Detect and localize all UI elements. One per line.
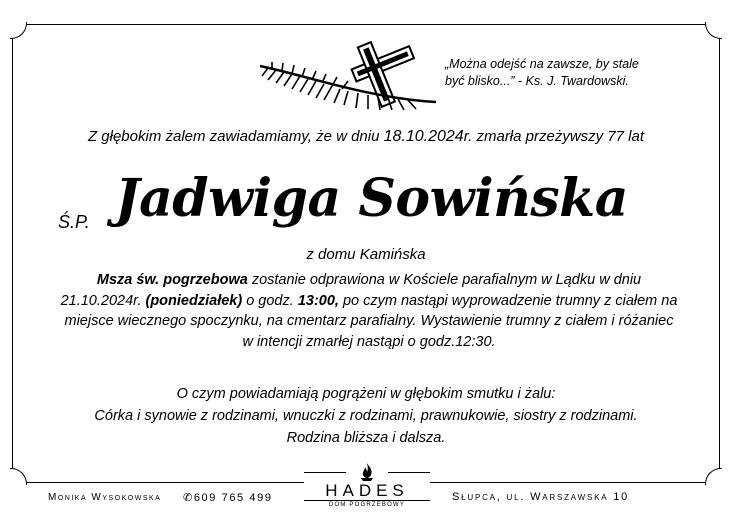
logo-line bbox=[304, 472, 346, 473]
logo-line bbox=[304, 500, 430, 501]
mourners bbox=[0, 383, 732, 449]
cross-with-palm-icon bbox=[258, 36, 440, 112]
intro-text: Z głębokim żalem zawiadamiamy, że w dniu bbox=[87, 128, 380, 145]
announcement-intro bbox=[0, 128, 732, 146]
hades-logo bbox=[304, 462, 430, 515]
quote bbox=[445, 56, 680, 90]
flame-icon bbox=[358, 462, 376, 482]
death-date: 18.10.2024 bbox=[383, 128, 464, 145]
deceased-name: Jadwiga Sowińska bbox=[115, 168, 628, 229]
mourners-intro: O czym powiadamiają pogrążeni w głębokim smutku i żalu: bbox=[176, 386, 556, 402]
author-name: Monika Wysokowska bbox=[48, 492, 162, 503]
mass-day: (poniedziałek) bbox=[145, 292, 243, 309]
logo-line bbox=[388, 472, 430, 473]
intro-age-text: r. zmarła przeżywszy 77 lat bbox=[463, 128, 645, 145]
mourners-relatives: Rodzina bliższa i dalsza. bbox=[286, 430, 446, 446]
mass-text: po czym nastąpi wyprowadzenie trumny z ciałem na miejsce wiecznego spoczynku, na cmentarz parafialny. Wystawienie trumny z ciałem i różaniec w intencji zmarłej nastąpi o godz.12:30. bbox=[64, 292, 678, 350]
address: Słupca, ul. Warszawska 10 bbox=[452, 491, 630, 503]
sp-prefix: Ś.P. bbox=[58, 212, 90, 232]
mass-label: Msza św. pogrzebowa bbox=[96, 272, 248, 288]
mass-text: o godz. bbox=[242, 292, 298, 309]
brand-subtitle: DOM POGRZEBOWY bbox=[328, 502, 406, 508]
mourners-family: Córka i synowie z rodzinami, wnuczki z rodzinami, prawnukowie, siostry z rodzinami. bbox=[94, 408, 638, 424]
frame-corner bbox=[10, 22, 27, 39]
mass-text: zostanie odprawiona w Kościele parafialnym w Lądku w dniu 21.10.2024r. bbox=[60, 272, 642, 309]
deceased-name-row bbox=[0, 168, 732, 238]
footer bbox=[0, 462, 732, 515]
phone-number: ✆609 765 499 bbox=[183, 492, 273, 504]
quote-line: być blisko...” - Ks. J. Twardowski. bbox=[445, 74, 629, 88]
brand-name: HADES bbox=[325, 481, 409, 500]
frame-corner bbox=[705, 22, 722, 39]
funeral-mass-info bbox=[58, 270, 680, 352]
quote-line: „Można odejść na zawsze, by stale bbox=[445, 57, 639, 71]
maiden-name: z domu Kamińska bbox=[306, 246, 426, 263]
mass-time: 13:00, bbox=[297, 292, 339, 309]
